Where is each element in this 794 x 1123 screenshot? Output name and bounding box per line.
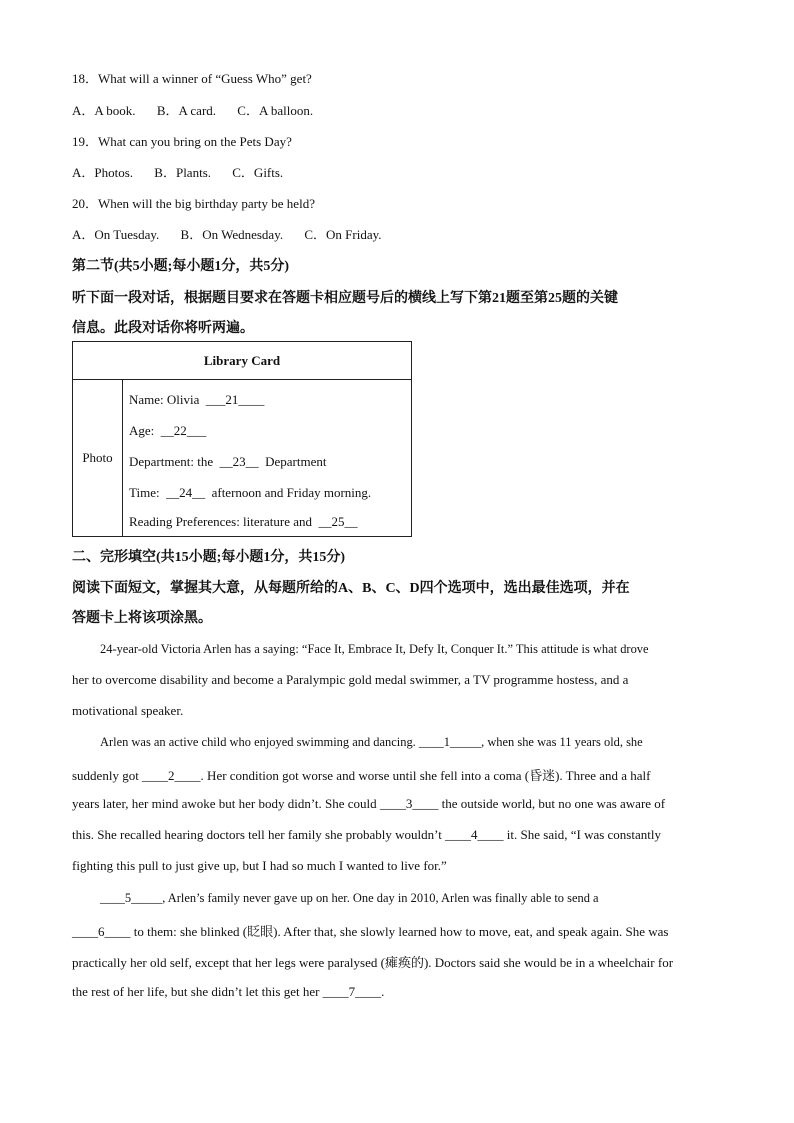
blank-25: __25__: [318, 514, 358, 529]
passage-line: ____6____ to them: she blinked (眨眼). After that, she slowly learned how to move, eat, and speak again. She was: [72, 924, 669, 939]
option-b: B．A card.: [156, 103, 217, 118]
passage-line: years later, her mind awoke but her body didn’t. She could ____3____ the outside world, but no one was aware of: [72, 796, 666, 811]
option-b: B．On Wednesday.: [180, 227, 284, 242]
passage-line: practically her old self, except that her legs were paralysed (瘫痪的). Doctors said she would be in a wheelchair for: [72, 955, 674, 970]
option-a: A．A book.: [72, 103, 136, 118]
option-c: C．Gifts.: [232, 165, 284, 180]
passage-line: the rest of her life, but she didn’t let this get her ____7____.: [72, 984, 385, 999]
age-field: Age: __22___: [129, 423, 207, 438]
passage-line: suddenly got ____2____. Her condition got worse and worse until she fell into a coma (昏迷). Three and a half: [72, 768, 651, 783]
question-18-options: [72, 100, 331, 119]
section-2-instruction: 听下面一段对话，根据题目要求在答题卡相应题号后的横线上写下第21题至第25题的关键: [72, 291, 618, 306]
option-a: A．On Tuesday.: [72, 227, 160, 242]
question-20-options: [72, 224, 400, 243]
passage-line: this. She recalled hearing doctors tell her family she probably wouldn’t ____4____ it. She said, “I was constantly: [72, 827, 661, 842]
passage-line: fighting this pull to just give up, but I had so much I wanted to live for.”: [72, 858, 447, 873]
passage-line: motivational speaker.: [72, 703, 184, 718]
passage-line: Arlen was an active child who enjoyed swimming and dancing. ____1_____, when she was 11 years old, she: [100, 734, 643, 749]
passage-line: her to overcome disability and become a Paralympic gold medal swimmer, a TV programme hostess, and a: [72, 672, 629, 687]
blank-22: __22___: [160, 423, 207, 438]
time-field: Time: __24__ afternoon and Friday morning.: [129, 485, 372, 500]
library-card-table: [72, 341, 412, 537]
passage-line: 24-year-old Victoria Arlen has a saying: “Face It, Embrace It, Defy It, Conquer It.” This attitude is what drove: [100, 641, 649, 656]
blank-24: __24__: [166, 485, 206, 500]
cloze-heading: 二、完形填空(共15小题;每小题1分，共15分): [72, 550, 345, 565]
option-c: C．On Friday.: [304, 227, 382, 242]
question-19: 19．What can you bring on the Pets Day?: [72, 134, 292, 149]
option-a: A．Photos.: [72, 165, 134, 180]
cloze-instruction-cont: 答题卡上将该项涂黑。: [72, 611, 212, 626]
section-2-heading: 第二节(共5小题;每小题1分，共5分): [72, 259, 289, 274]
question-20: 20．When will the big birthday party be held?: [72, 196, 315, 211]
option-b: B．Plants.: [154, 165, 212, 180]
blank-21: ___21____: [205, 392, 265, 407]
section-2-instruction-cont: 信息。此段对话你将听两遍。: [72, 321, 254, 336]
cloze-instruction: 阅读下面短文，掌握其大意，从每题所给的A、B、C、D四个选项中，选出最佳选项，并在: [72, 581, 630, 596]
blank-23: __23__: [219, 454, 259, 469]
question-18: 18．What will a winner of “Guess Who” get?: [72, 71, 312, 86]
passage-line: ____5_____, Arlen’s family never gave up on her. One day in 2010, Arlen was finally able to send a: [100, 890, 599, 905]
preferences-field: Reading Preferences: literature and __25__: [129, 514, 358, 529]
card-fields: [123, 380, 412, 537]
photo-cell: Photo: [73, 380, 123, 537]
name-field: Name: Olivia ___21____: [129, 392, 265, 407]
department-field: Department: the __23__ Department: [129, 454, 327, 469]
question-19-options: [72, 162, 301, 181]
library-card-title: Library Card: [73, 342, 412, 380]
option-c: C．A balloon.: [237, 103, 314, 118]
